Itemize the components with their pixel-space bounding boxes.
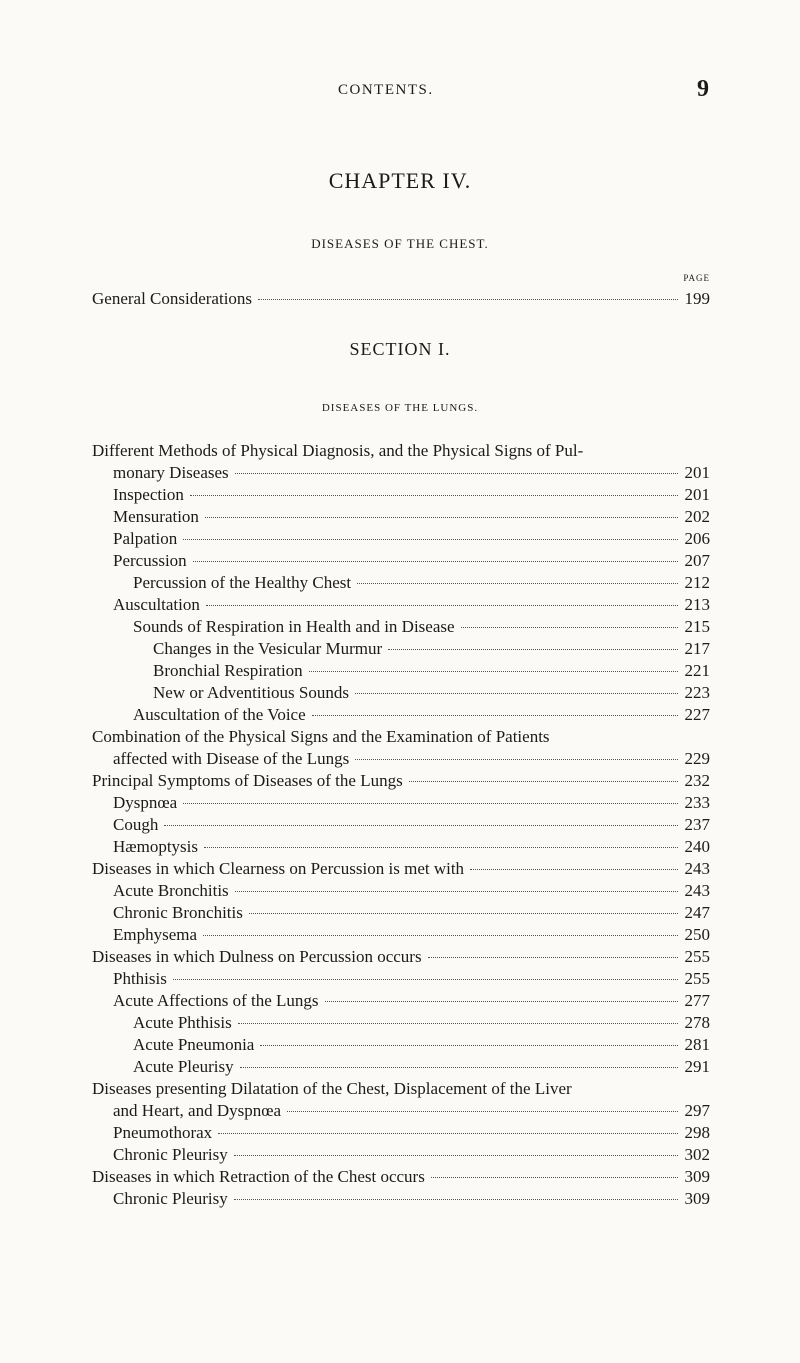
toc-entry-label: Diseases in which Retraction of the Chest occurs [92, 1167, 425, 1186]
toc-entry-page: 240 [684, 837, 710, 856]
toc-entry-label: monary Diseases [113, 463, 229, 482]
toc-entry-continued-line: Combination of the Physical Signs and the Examination of Patients [92, 727, 550, 746]
dot-leader [355, 693, 678, 694]
toc-entry [113, 924, 710, 946]
toc-entry [133, 1034, 710, 1056]
toc-entry-label: General Considerations [92, 289, 253, 308]
toc-entry-label: Percussion of the Healthy Chest [133, 573, 352, 592]
dot-leader [235, 891, 678, 892]
toc-entry-page: 309 [684, 1167, 710, 1186]
toc-entry [153, 682, 710, 704]
toc-entry [113, 506, 710, 528]
dot-leader [234, 1155, 678, 1156]
toc-entry-page: 297 [684, 1101, 710, 1120]
toc-entry [133, 616, 710, 638]
dot-leader [260, 1045, 678, 1046]
dot-leader [461, 627, 678, 628]
running-head: CONTENTS. [338, 82, 434, 98]
dot-leader [309, 671, 678, 672]
dot-leader [312, 715, 678, 716]
toc-entry [153, 638, 710, 660]
dot-leader [235, 473, 678, 474]
toc-entry-page: 309 [684, 1189, 710, 1208]
toc-entry-label: Chronic Pleurisy [113, 1189, 228, 1208]
toc-entry [113, 1144, 710, 1166]
toc-entry-label: Diseases in which Dulness on Percussion occurs [92, 947, 422, 966]
toc-entry-label: Auscultation of the Voice [133, 705, 306, 724]
toc-entry-label: Dyspnœa [113, 793, 178, 812]
dot-leader [183, 539, 678, 540]
dot-leader [173, 979, 678, 980]
toc-entry-page: 212 [684, 573, 710, 592]
toc-entry-label: Auscultation [113, 595, 200, 614]
dot-leader [249, 913, 678, 914]
toc-entry-page: 278 [684, 1013, 710, 1032]
toc-entry-label: affected with Disease of the Lungs [113, 749, 350, 768]
dot-leader [183, 803, 678, 804]
toc-entry-label: Bronchial Respiration [153, 661, 303, 680]
toc-entry-label: Diseases in which Clearness on Percussion is met with [92, 859, 465, 878]
toc-entry [113, 968, 710, 990]
toc-entry [113, 528, 710, 550]
toc-entry [133, 704, 710, 726]
toc-entry-page: 237 [684, 815, 710, 834]
toc-entry-label: Emphysema [113, 925, 198, 944]
dot-leader [238, 1023, 678, 1024]
toc-entry [113, 990, 710, 1012]
toc-entry-page: 243 [684, 859, 710, 878]
toc-entry-page: 232 [684, 771, 710, 790]
toc-entry-label: Cough [113, 815, 159, 834]
toc-entry-label: Acute Bronchitis [113, 881, 229, 900]
toc-entry-label: Phthisis [113, 969, 167, 988]
dot-leader [203, 935, 678, 936]
toc-entry [113, 1188, 710, 1210]
toc-entry-label: Pneumothorax [113, 1123, 213, 1142]
toc-entry [113, 792, 710, 814]
toc-entry-page: 215 [684, 617, 710, 636]
toc-entry-page: 302 [684, 1145, 710, 1164]
toc-entry-label: Chronic Pleurisy [113, 1145, 228, 1164]
toc-entry [113, 1100, 710, 1122]
section-subtitle: DISEASES OF THE LUNGS. [321, 402, 479, 414]
section-title: SECTION I. [349, 339, 451, 359]
chapter-title: CHAPTER IV. [328, 168, 472, 193]
toc-entry-page: 281 [684, 1035, 710, 1054]
toc-entry-general-considerations [92, 288, 710, 310]
toc-entry-label: Palpation [113, 529, 178, 548]
dot-leader [234, 1199, 678, 1200]
toc-entry [113, 550, 710, 572]
toc-entry-page: 213 [684, 595, 710, 614]
toc-entry [92, 1166, 710, 1188]
toc-entry-page: 202 [684, 507, 710, 526]
dot-leader [409, 781, 678, 782]
toc-entry [133, 1012, 710, 1034]
toc-entry-page: 250 [684, 925, 710, 944]
toc-entry [92, 770, 710, 792]
toc-entry-label: Chronic Bronchitis [113, 903, 243, 922]
toc-entry-label: Acute Pleurisy [133, 1057, 234, 1076]
dot-leader [206, 605, 678, 606]
toc-entry-page: 255 [684, 969, 710, 988]
toc-entry-page: 291 [684, 1057, 710, 1076]
dot-leader [357, 583, 678, 584]
toc-entry-label: Percussion [113, 551, 187, 570]
toc-entry-label: Mensuration [113, 507, 199, 526]
toc-entry [92, 858, 710, 880]
dot-leader [431, 1177, 678, 1178]
dot-leader [164, 825, 678, 826]
toc-entry [113, 1122, 710, 1144]
toc-entry [113, 902, 710, 924]
dot-leader [355, 759, 678, 760]
page-column-label: PAGE [683, 273, 710, 283]
toc-entry-page: 201 [684, 463, 710, 482]
toc-entry-page: 243 [684, 881, 710, 900]
toc-entry [113, 462, 710, 484]
toc-entry [113, 594, 710, 616]
toc-entry-page: 227 [684, 705, 710, 724]
toc-entry-continued-line: Different Methods of Physical Diagnosis, and the Physical Signs of Pul- [92, 441, 584, 460]
dot-leader [190, 495, 678, 496]
toc-entry-page: 223 [684, 683, 710, 702]
dot-leader [204, 847, 678, 848]
dot-leader [258, 299, 678, 300]
toc-entry-continued-line: Diseases presenting Dilatation of the Chest, Displacement of the Liver [92, 1079, 572, 1098]
toc-entry [113, 748, 710, 770]
toc-entry [113, 484, 710, 506]
toc-entry [153, 660, 710, 682]
dot-leader [240, 1067, 678, 1068]
toc-entry [113, 814, 710, 836]
toc-entry-label: Hæmoptysis [113, 837, 199, 856]
dot-leader [325, 1001, 678, 1002]
toc-entry-label: New or Adventitious Sounds [153, 683, 349, 702]
dot-leader [193, 561, 678, 562]
toc-entry-page: 229 [684, 749, 710, 768]
toc-entry-page: 247 [684, 903, 710, 922]
toc-entry-label: Acute Affections of the Lungs [113, 991, 319, 1010]
toc-entry-label: Sounds of Respiration in Health and in Disease [133, 617, 455, 636]
toc-entry-page: 233 [684, 793, 710, 812]
toc-entry [113, 880, 710, 902]
page-number: 9 [697, 76, 709, 102]
dot-leader [287, 1111, 678, 1112]
dot-leader [470, 869, 678, 870]
toc-entry-page: 201 [684, 485, 710, 504]
toc-entry-page: 199 [684, 289, 710, 308]
dot-leader [205, 517, 678, 518]
toc-entry-page: 277 [684, 991, 710, 1010]
dot-leader [218, 1133, 678, 1134]
toc-entry-page: 298 [684, 1123, 710, 1142]
toc-entry-page: 207 [684, 551, 710, 570]
toc-entry-page: 255 [684, 947, 710, 966]
dot-leader [428, 957, 678, 958]
toc-entry-page: 206 [684, 529, 710, 548]
toc-entry [133, 1056, 710, 1078]
chapter-subtitle: DISEASES OF THE CHEST. [311, 236, 489, 251]
toc-entry-page: 221 [684, 661, 710, 680]
toc-entry-label: and Heart, and Dyspnœa [113, 1101, 282, 1120]
toc-entry [92, 946, 710, 968]
toc-entry-label: Principal Symptoms of Diseases of the Lungs [92, 771, 403, 790]
toc-entry-label: Acute Phthisis [133, 1013, 232, 1032]
toc-entry [113, 836, 710, 858]
dot-leader [388, 649, 678, 650]
toc-entry-label: Changes in the Vesicular Murmur [153, 639, 383, 658]
toc-entry [133, 572, 710, 594]
toc-entry-label: Acute Pneumonia [133, 1035, 255, 1054]
toc-entry-label: Inspection [113, 485, 184, 504]
toc-entry-page: 217 [684, 639, 710, 658]
